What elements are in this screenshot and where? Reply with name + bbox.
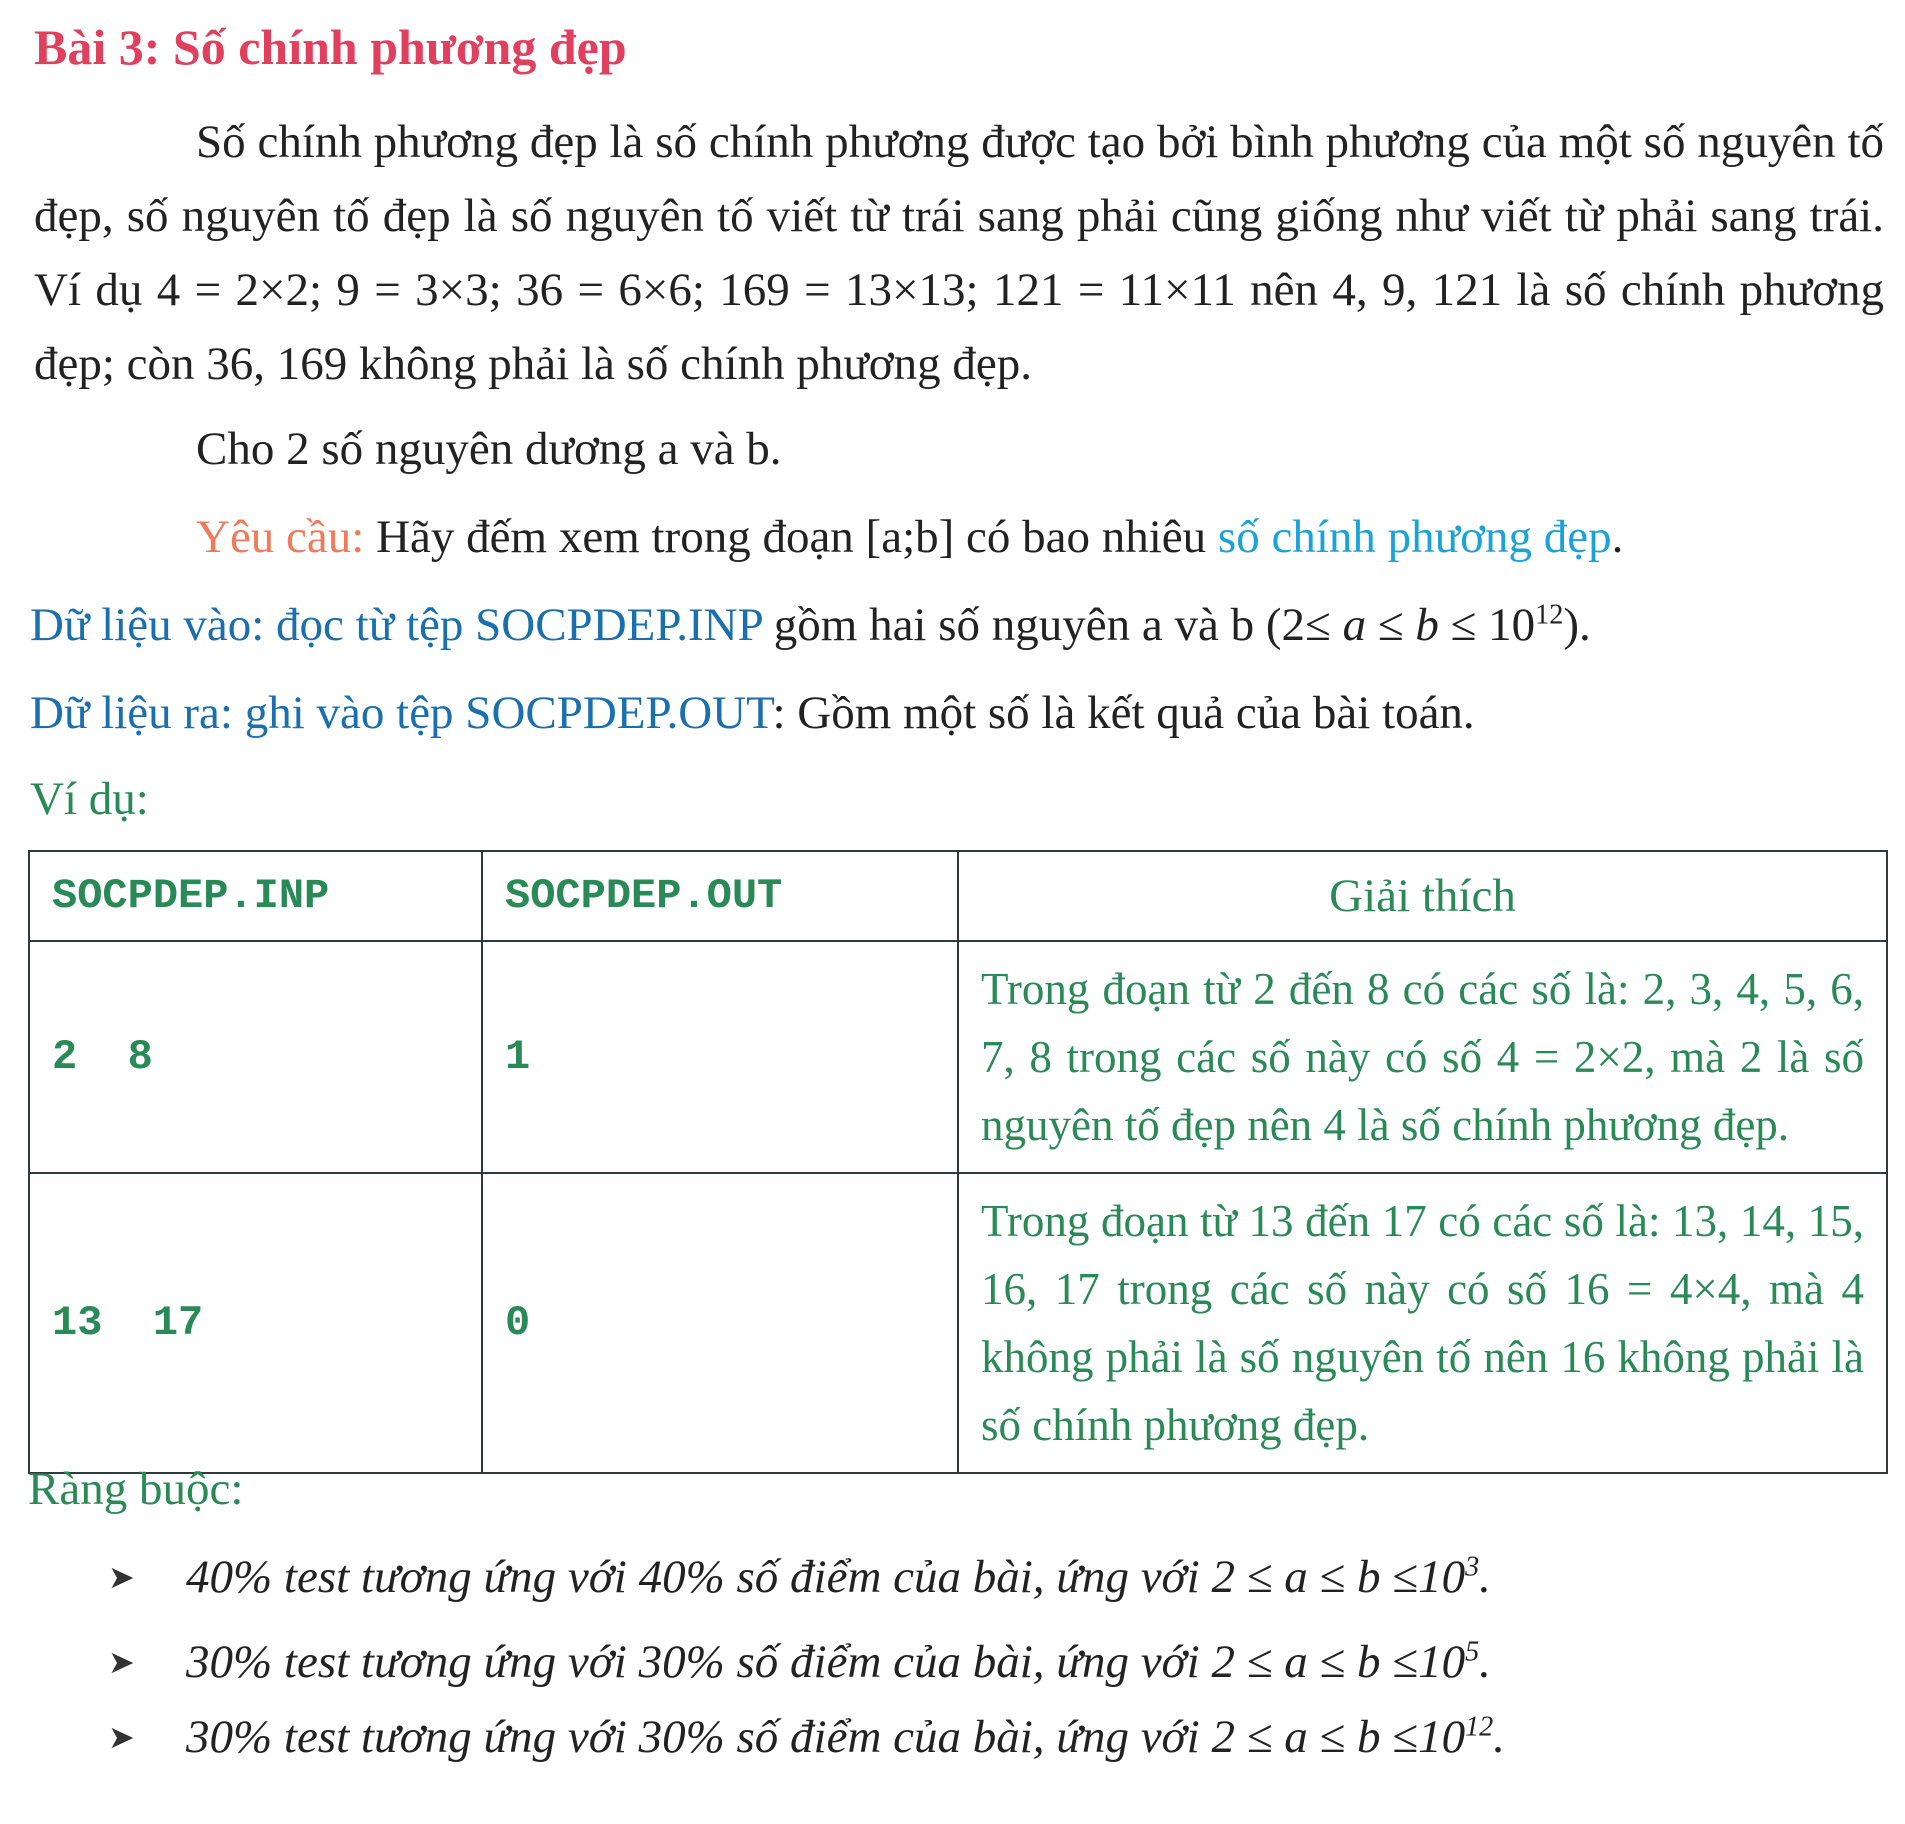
- table-header-row: [29, 851, 1887, 941]
- input-spec: [30, 598, 1591, 652]
- constraint-exponent: 12: [1465, 1711, 1494, 1743]
- table-row: [29, 941, 1887, 1173]
- input-label: Dữ liệu vào: đọc từ tệp SOCPDEP.INP: [30, 599, 763, 651]
- requirement-highlight: số chính phương đẹp: [1217, 511, 1612, 563]
- row-output: 1: [482, 941, 958, 1173]
- arrow-bullet-icon: ➤: [108, 1719, 135, 1755]
- given-statement: Cho 2 số nguyên dương a và b.: [196, 423, 782, 475]
- constraint-exponent: 5: [1465, 1636, 1480, 1668]
- output-spec: [30, 686, 1475, 740]
- example-label: Ví dụ:: [30, 773, 149, 825]
- requirement-text: Hãy đếm xem trong đoạn [a;b] có bao nhiêu: [364, 511, 1218, 563]
- input-le1: ≤: [1366, 599, 1416, 651]
- input-text: gồm hai số nguyên a và b (2≤: [762, 599, 1343, 651]
- row-input: 2 8: [29, 941, 482, 1173]
- arrow-bullet-icon: ➤: [108, 1559, 135, 1595]
- constraints-label: Ràng buộc:: [28, 1463, 244, 1515]
- row-explanation: Trong đoạn từ 13 đến 17 có các số là: 13, 14, 15, 16, 17 trong các số này có số 16 = 4×4, mà 4 không phải là số nguyên tố nên 16 không phải là số chính phương đẹp.: [958, 1173, 1887, 1473]
- output-text: : Gồm một số là kết quả của bài toán.: [772, 687, 1475, 739]
- constraint-end: .: [1479, 1636, 1491, 1688]
- requirement-line: [196, 510, 1623, 564]
- input-exponent: 12: [1535, 599, 1564, 631]
- constraint-exponent: 3: [1465, 1551, 1480, 1583]
- constraint-item: [186, 1635, 1491, 1689]
- input-end: ).: [1563, 599, 1591, 651]
- input-var-a: a: [1342, 599, 1367, 651]
- constraint-text: 40% test tương ứng với 40% số điểm của bài, ứng với 2 ≤ a ≤ b ≤10: [186, 1551, 1466, 1603]
- output-label: Dữ liệu ra: ghi vào tệp SOCPDEP.OUT: [30, 687, 773, 739]
- table-row: [29, 1173, 1887, 1473]
- constraint-text: 30% test tương ứng với 30% số điểm của bài, ứng với 2 ≤ a ≤ b ≤10: [186, 1636, 1466, 1688]
- constraint-end: .: [1493, 1711, 1506, 1763]
- input-le2: ≤ 10: [1438, 599, 1536, 651]
- row-explanation: Trong đoạn từ 2 đến 8 có các số là: 2, 3, 4, 5, 6, 7, 8 trong các số này có số 4 = 2×2, mà 2 là số nguyên tố đẹp nên 4 là số chính phương đẹp.: [958, 941, 1887, 1173]
- row-output: 0: [482, 1173, 958, 1473]
- header-explanation: Giải thích: [958, 851, 1887, 941]
- constraint-text: 30% test tương ứng với 30% số điểm của bài, ứng với 2 ≤ a ≤ b ≤10: [186, 1711, 1466, 1763]
- requirement-label: Yêu cầu:: [196, 511, 365, 563]
- requirement-end: .: [1611, 511, 1624, 563]
- problem-description: Số chính phương đẹp là số chính phương được tạo bởi bình phương của một số nguyên tố đẹp, số nguyên tố đẹp là số nguyên tố viết từ trái sang phải cũng giống như viết từ phải sang trái. Ví dụ 4 = 2×2; 9 = 3×3; 36 = 6×6; 169 = 13×13; 121 = 11×11 nên 4, 9, 121 là số chính phương đẹp; còn 36, 169 không phải là số chính phương đẹp.: [34, 116, 1884, 390]
- problem-title: Bài 3: Số chính phương đẹp: [34, 19, 627, 75]
- header-input-file: SOCPDEP.INP: [29, 851, 482, 941]
- constraint-item: [186, 1550, 1491, 1604]
- header-output-file: SOCPDEP.OUT: [482, 851, 958, 941]
- constraint-end: .: [1479, 1551, 1491, 1603]
- example-table: [28, 850, 1888, 1474]
- arrow-bullet-icon: ➤: [108, 1644, 135, 1680]
- row-input: 13 17: [29, 1173, 482, 1473]
- input-var-b: b: [1415, 599, 1439, 651]
- constraint-item: [186, 1710, 1505, 1764]
